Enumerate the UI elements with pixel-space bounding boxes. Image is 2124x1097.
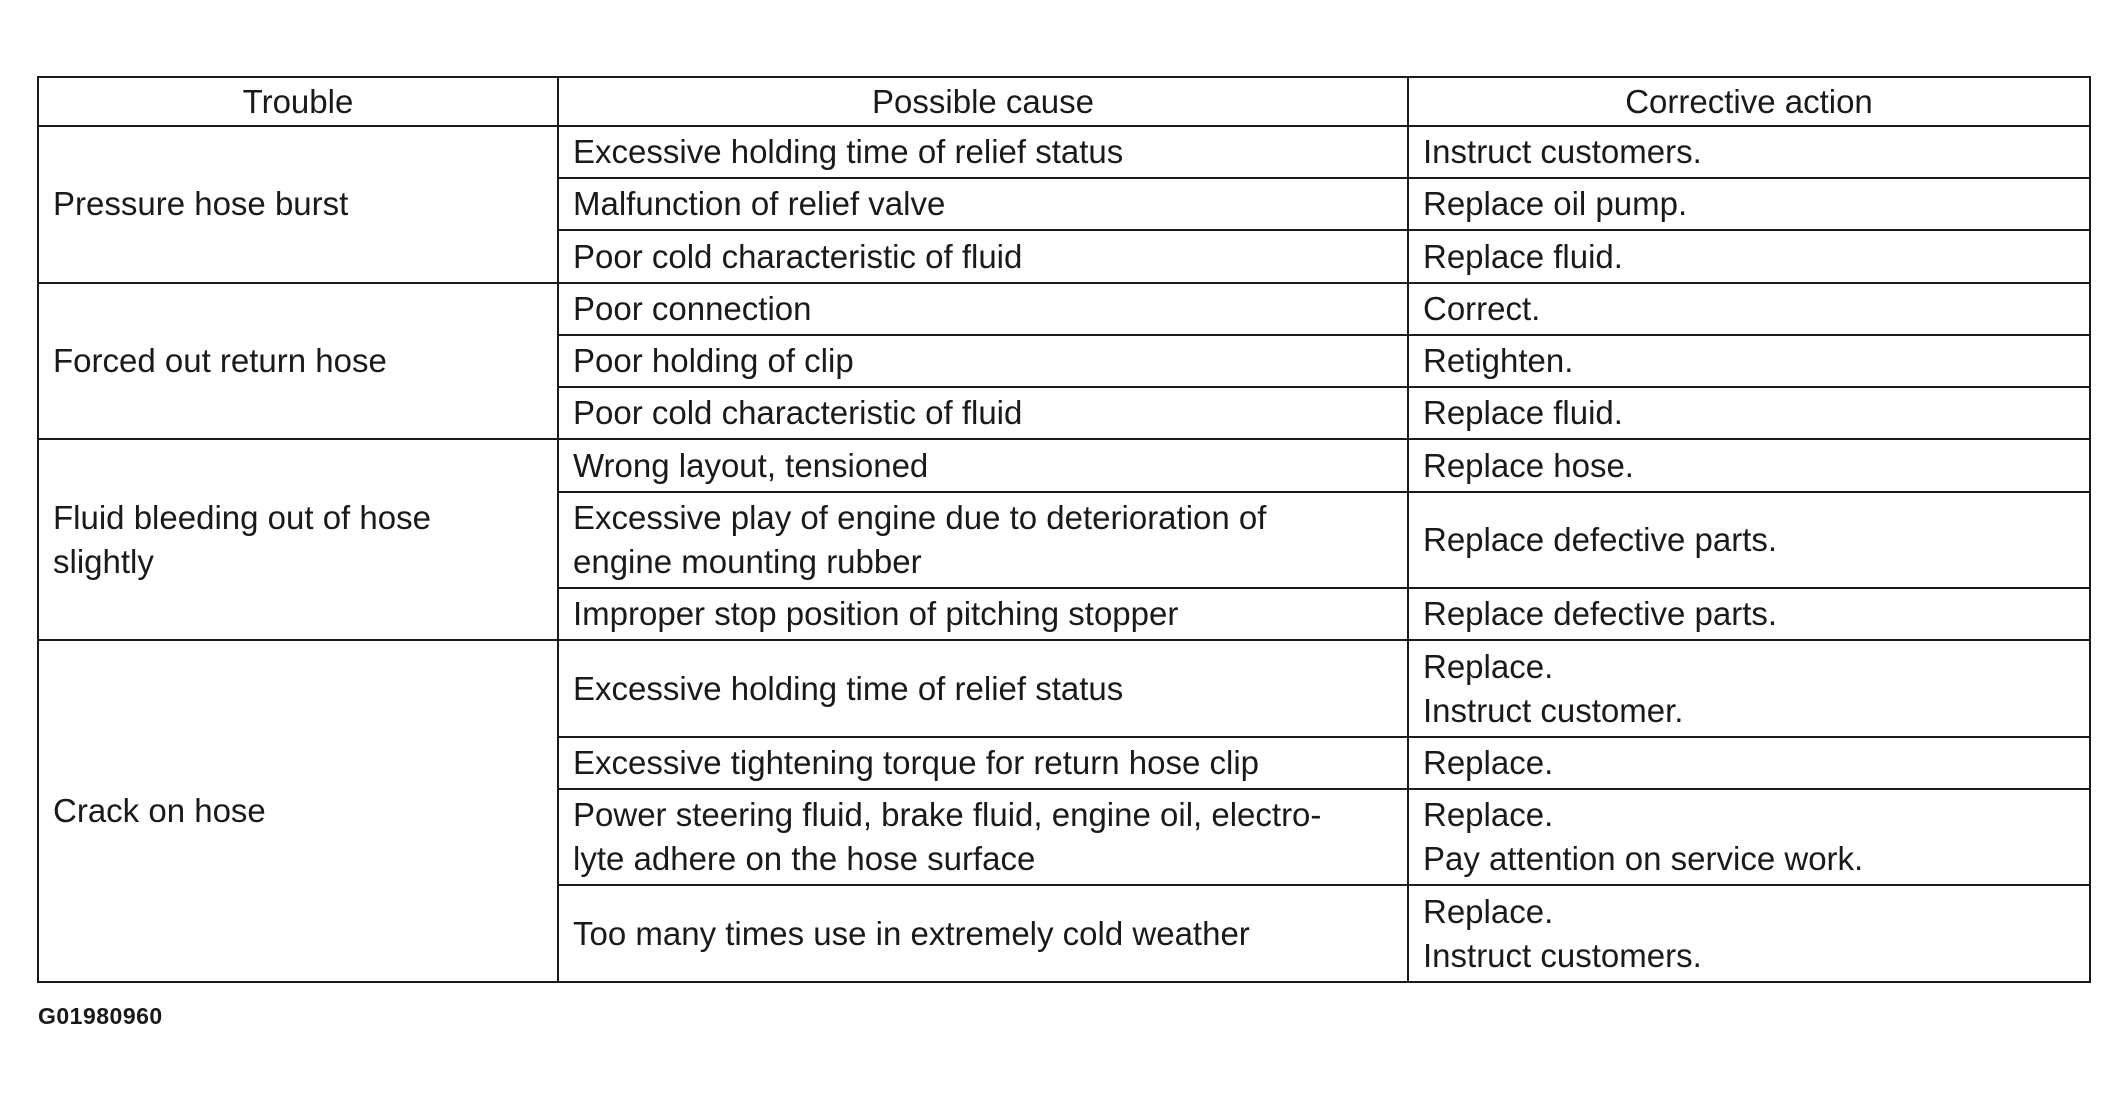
cause-cell	[558, 335, 1408, 387]
action-text: Replace oil pump.	[1423, 185, 1688, 223]
cause-cell	[558, 640, 1408, 736]
cause-text: Poor cold characteristic of fluid	[573, 394, 1023, 432]
action-cell	[1408, 492, 2090, 588]
action-cell	[1408, 439, 2090, 491]
cause-cell	[558, 126, 1408, 178]
action-text: Replace hose.	[1423, 446, 1634, 484]
action-text: Replace defective parts.	[1423, 595, 1778, 633]
cause-text: Too many times use in extremely cold weather	[573, 914, 1250, 952]
cause-text: Malfunction of relief valve	[573, 185, 946, 223]
action-text: Instruct customer.	[1423, 691, 1684, 729]
cause-text: Power steering fluid, brake fluid, engine oil, electro-	[573, 796, 1322, 834]
action-text: Replace defective parts.	[1423, 520, 1778, 558]
action-cell	[1408, 230, 2090, 282]
trouble-cell	[38, 126, 558, 283]
cause-cell	[558, 492, 1408, 588]
action-text: Replace fluid.	[1423, 394, 1623, 432]
table-header	[38, 77, 2090, 126]
cause-cell	[558, 230, 1408, 282]
action-cell	[1408, 789, 2090, 885]
table-row	[38, 126, 2090, 178]
trouble-cell	[38, 283, 558, 440]
cause-text: Excessive holding time of relief status	[573, 133, 1124, 171]
trouble-cell	[38, 439, 558, 640]
cause-text: Poor connection	[573, 289, 812, 327]
action-text: Retighten.	[1423, 342, 1574, 380]
action-text: Replace.	[1423, 647, 1554, 685]
action-text: Replace fluid.	[1423, 237, 1623, 275]
action-text: Replace.	[1423, 796, 1554, 834]
action-text: Instruct customers.	[1423, 936, 1702, 974]
cause-text: Improper stop position of pitching stopper	[573, 595, 1179, 633]
action-text: Correct.	[1423, 289, 1541, 327]
header-row	[38, 77, 2090, 126]
figure-id: G01980960	[38, 1003, 163, 1029]
cause-cell	[558, 283, 1408, 335]
header-trouble: Trouble	[38, 77, 558, 126]
cause-text: Excessive play of engine due to deterioration of	[573, 498, 1267, 536]
action-cell	[1408, 335, 2090, 387]
table-row	[38, 640, 2090, 736]
trouble-text: Crack on hose	[53, 792, 266, 830]
action-cell	[1408, 178, 2090, 230]
cause-text: Wrong layout, tensioned	[573, 446, 929, 484]
action-cell	[1408, 885, 2090, 982]
cause-text: Poor holding of clip	[573, 342, 854, 380]
action-cell	[1408, 387, 2090, 439]
trouble-text: Forced out return hose	[53, 342, 387, 380]
action-cell	[1408, 588, 2090, 640]
cause-cell	[558, 885, 1408, 982]
action-text: Replace.	[1423, 743, 1554, 781]
cause-cell	[558, 387, 1408, 439]
header-possible-cause: Possible cause	[558, 77, 1408, 126]
trouble-text: slightly	[53, 542, 154, 580]
trouble-table	[37, 76, 2091, 983]
trouble-text: Pressure hose burst	[53, 185, 349, 223]
action-cell	[1408, 737, 2090, 789]
cause-text: engine mounting rubber	[573, 542, 922, 580]
action-text: Pay attention on service work.	[1423, 840, 1864, 878]
trouble-cell	[38, 640, 558, 982]
action-text: Instruct customers.	[1423, 133, 1702, 171]
cause-cell	[558, 178, 1408, 230]
trouble-text: Fluid bleeding out of hose	[53, 498, 431, 536]
cause-text: lyte adhere on the hose surface	[573, 840, 1036, 878]
table-row	[38, 439, 2090, 491]
cause-text: Poor cold characteristic of fluid	[573, 237, 1023, 275]
cause-cell	[558, 588, 1408, 640]
action-cell	[1408, 283, 2090, 335]
header-corrective-action: Corrective action	[1408, 77, 2090, 126]
table-row	[38, 283, 2090, 335]
action-cell	[1408, 126, 2090, 178]
cause-text: Excessive holding time of relief status	[573, 669, 1124, 707]
action-cell	[1408, 640, 2090, 736]
cause-text: Excessive tightening torque for return hose clip	[573, 743, 1260, 781]
table-body	[38, 126, 2090, 982]
cause-cell	[558, 737, 1408, 789]
cause-cell	[558, 789, 1408, 885]
action-text: Replace.	[1423, 892, 1554, 930]
cause-cell	[558, 439, 1408, 491]
